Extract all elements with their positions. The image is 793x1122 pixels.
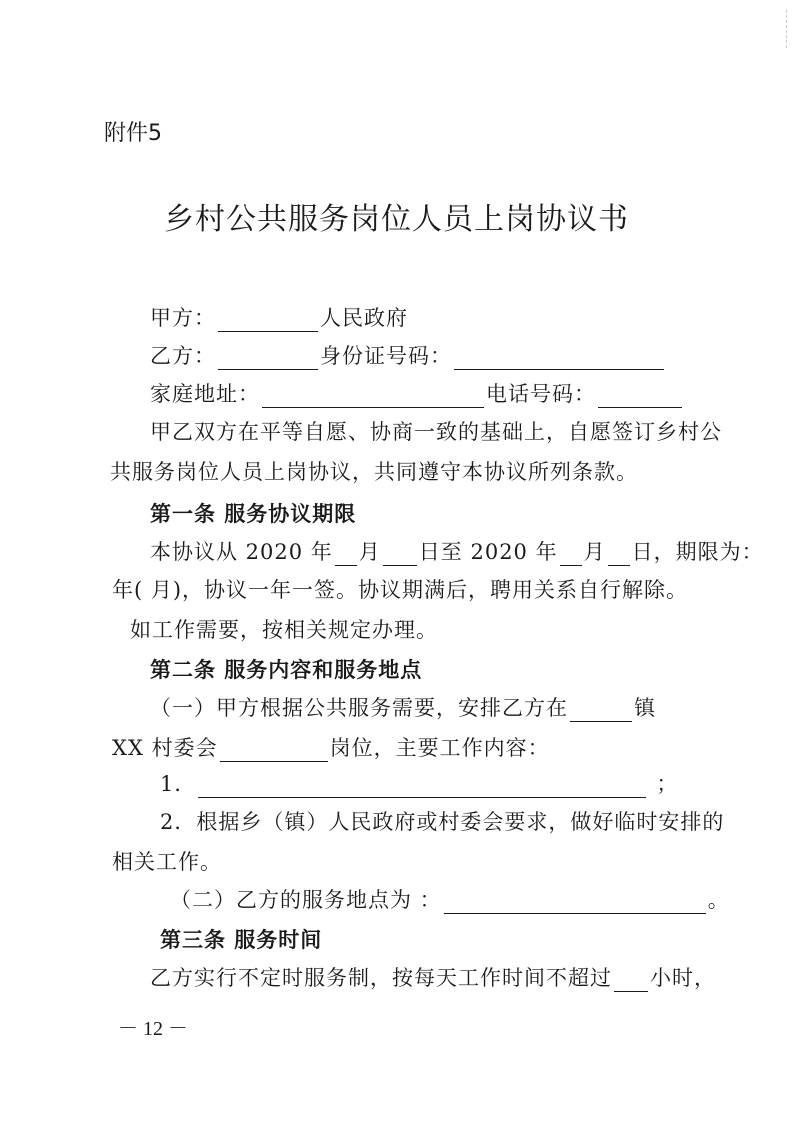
term-end-text: 日至 2020 年: [418, 540, 558, 564]
id-number-blank[interactable]: [454, 347, 664, 370]
term-period-text: 日，期限为：: [631, 540, 764, 564]
start-month-unit: 月: [358, 540, 381, 564]
attachment-label: 附件5: [104, 121, 162, 146]
address-label: 家庭地址：: [150, 382, 260, 406]
term-start-text: 本协议从 2020 年: [150, 540, 333, 564]
task-2-line-2: 相关工作。: [112, 850, 222, 874]
town-unit: 镇: [634, 696, 656, 720]
article-2-heading: 第二条 服务内容和服务地点: [150, 657, 423, 682]
task-1-blank[interactable]: [198, 775, 646, 798]
task-1-prefix: 1．: [160, 772, 197, 796]
service-location-label: （二）乙方的服务地点为 ：: [170, 888, 442, 912]
article-2-item-1-line-2: [112, 732, 550, 762]
start-month-blank[interactable]: [335, 543, 357, 566]
work-hours-text: 乙方实行不定时服务制，按每天工作时间不超过: [150, 966, 612, 990]
end-day-blank[interactable]: [608, 543, 630, 566]
party-b-label: 乙方：: [150, 344, 216, 368]
item-1-text: （一）甲方根据公共服务需要，安排乙方在: [150, 696, 568, 720]
position-blank[interactable]: [220, 739, 328, 762]
article-3-heading: 第三条 服务时间: [160, 927, 323, 952]
scan-edge-mark: [785, 10, 787, 48]
party-a-blank[interactable]: [218, 309, 318, 332]
start-day-blank[interactable]: [383, 543, 417, 566]
party-b-name-blank[interactable]: [218, 347, 318, 370]
position-text: 岗位，主要工作内容：: [329, 736, 550, 760]
party-a-line: [150, 302, 408, 332]
end-month-blank[interactable]: [560, 543, 582, 566]
address-line: [150, 378, 684, 408]
work-hours-blank[interactable]: [614, 969, 648, 992]
article-1-term-line: [150, 536, 764, 566]
article-1-heading: 第一条 服务协议期限: [150, 501, 357, 526]
article-1-line-3: 如工作需要，按相关规定办理。: [130, 618, 438, 642]
intro-line-1: 甲乙双方在平等自愿、协商一致的基础上，自愿签订乡村公: [150, 420, 722, 444]
end-month-unit: 月: [583, 540, 606, 564]
party-a-suffix: 人民政府: [320, 306, 408, 330]
service-location-line: [170, 884, 730, 914]
page-number: － 12 －: [118, 1018, 188, 1040]
intro-line-2: 共服务岗位人员上岗协议，共同遵守本协议所列条款。: [110, 460, 638, 484]
article-3-line-1: [150, 962, 716, 992]
village-committee-text: XX 村委会: [112, 736, 218, 760]
task-1-line: [160, 768, 678, 798]
service-location-blank[interactable]: [444, 891, 706, 914]
id-number-label: 身份证号码：: [320, 344, 452, 368]
party-a-label: 甲方：: [150, 306, 216, 330]
phone-blank[interactable]: [598, 385, 682, 408]
party-b-line: [150, 340, 666, 370]
address-blank[interactable]: [262, 385, 484, 408]
service-location-end: 。: [707, 888, 730, 912]
article-2-item-1-line-1: [150, 692, 656, 722]
phone-label: 电话号码：: [486, 382, 596, 406]
article-1-line-2: 年( 月)，协议一年一签。协议期满后，聘用关系自行解除。: [112, 578, 689, 602]
document-title: 乡村公共服务岗位人员上岗协议书: [164, 202, 629, 237]
work-hours-unit: 小时，: [650, 966, 716, 990]
town-blank[interactable]: [570, 699, 632, 722]
task-1-suffix: ；: [656, 772, 679, 796]
task-2-line-1: 2．根据乡（镇）人民政府或村委会要求，做好临时安排的: [160, 810, 725, 834]
